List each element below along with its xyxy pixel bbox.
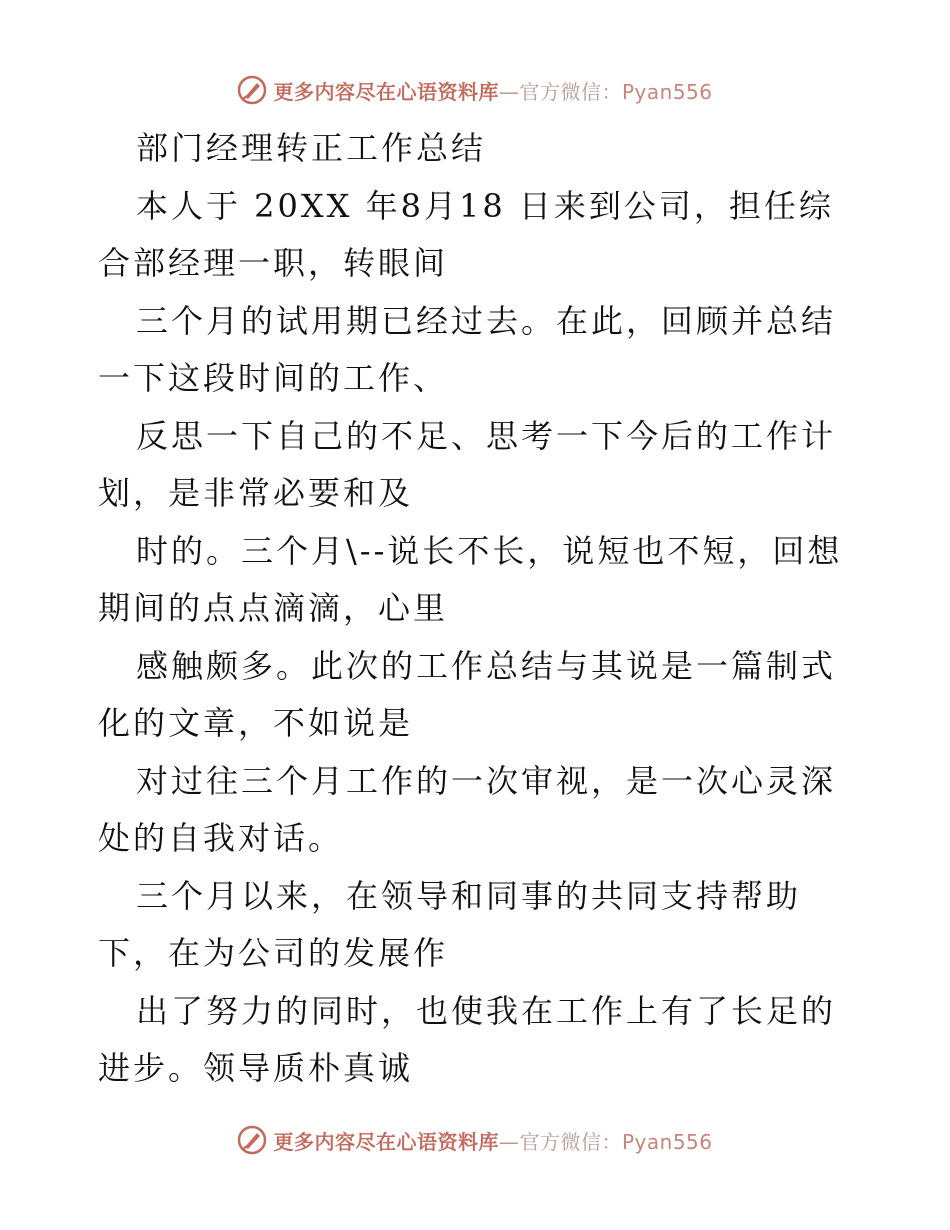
header-wechat-id: Pyan556	[621, 79, 713, 104]
paragraph: 出了努力的同时，也使我在工作上有了长足的进步。领导质朴真诚	[98, 991, 837, 1087]
paragraph: 时的。三个月\--说长不长，说短也不短，回想期间的点点滴滴，心里	[98, 531, 843, 627]
footer-separator: —	[498, 1129, 520, 1154]
document-body	[98, 120, 858, 1098]
paragraph: 三个月的试用期已经过去。在此，回顾并总结一下这段时间的工作、	[98, 301, 837, 397]
footer-brand: 更多内容尽在心语资料库	[273, 1129, 499, 1154]
paragraph: 本人于 20XX 年8月18 日来到公司，担任综合部经理一职，转眼间	[98, 186, 834, 282]
paragraph: 对过往三个月工作的一次审视，是一次心灵深处的自我对话。	[98, 761, 837, 857]
header-brand: 更多内容尽在心语资料库	[273, 79, 499, 104]
paragraph: 三个月以来，在领导和同事的共同支持帮助下，在为公司的发展作	[98, 876, 802, 972]
quill-logo-icon	[237, 1125, 267, 1155]
quill-logo-icon	[237, 75, 267, 105]
header-banner-text	[273, 76, 712, 105]
footer-wechat-id: Pyan556	[621, 1129, 713, 1154]
header-wechat-label: 官方微信：	[519, 79, 622, 104]
footer-wechat-label: 官方微信：	[519, 1129, 622, 1154]
paragraph: 感触颇多。此次的工作总结与其说是一篇制式化的文章，不如说是	[98, 646, 837, 742]
paragraph: 反思一下自己的不足、思考一下今后的工作计划，是非常必要和及	[98, 416, 837, 512]
footer-banner	[0, 1120, 950, 1160]
header-banner	[0, 70, 950, 110]
footer-banner-text	[273, 1126, 712, 1155]
header-separator: —	[498, 79, 520, 104]
document-title: 部门经理转正工作总结	[136, 129, 487, 167]
